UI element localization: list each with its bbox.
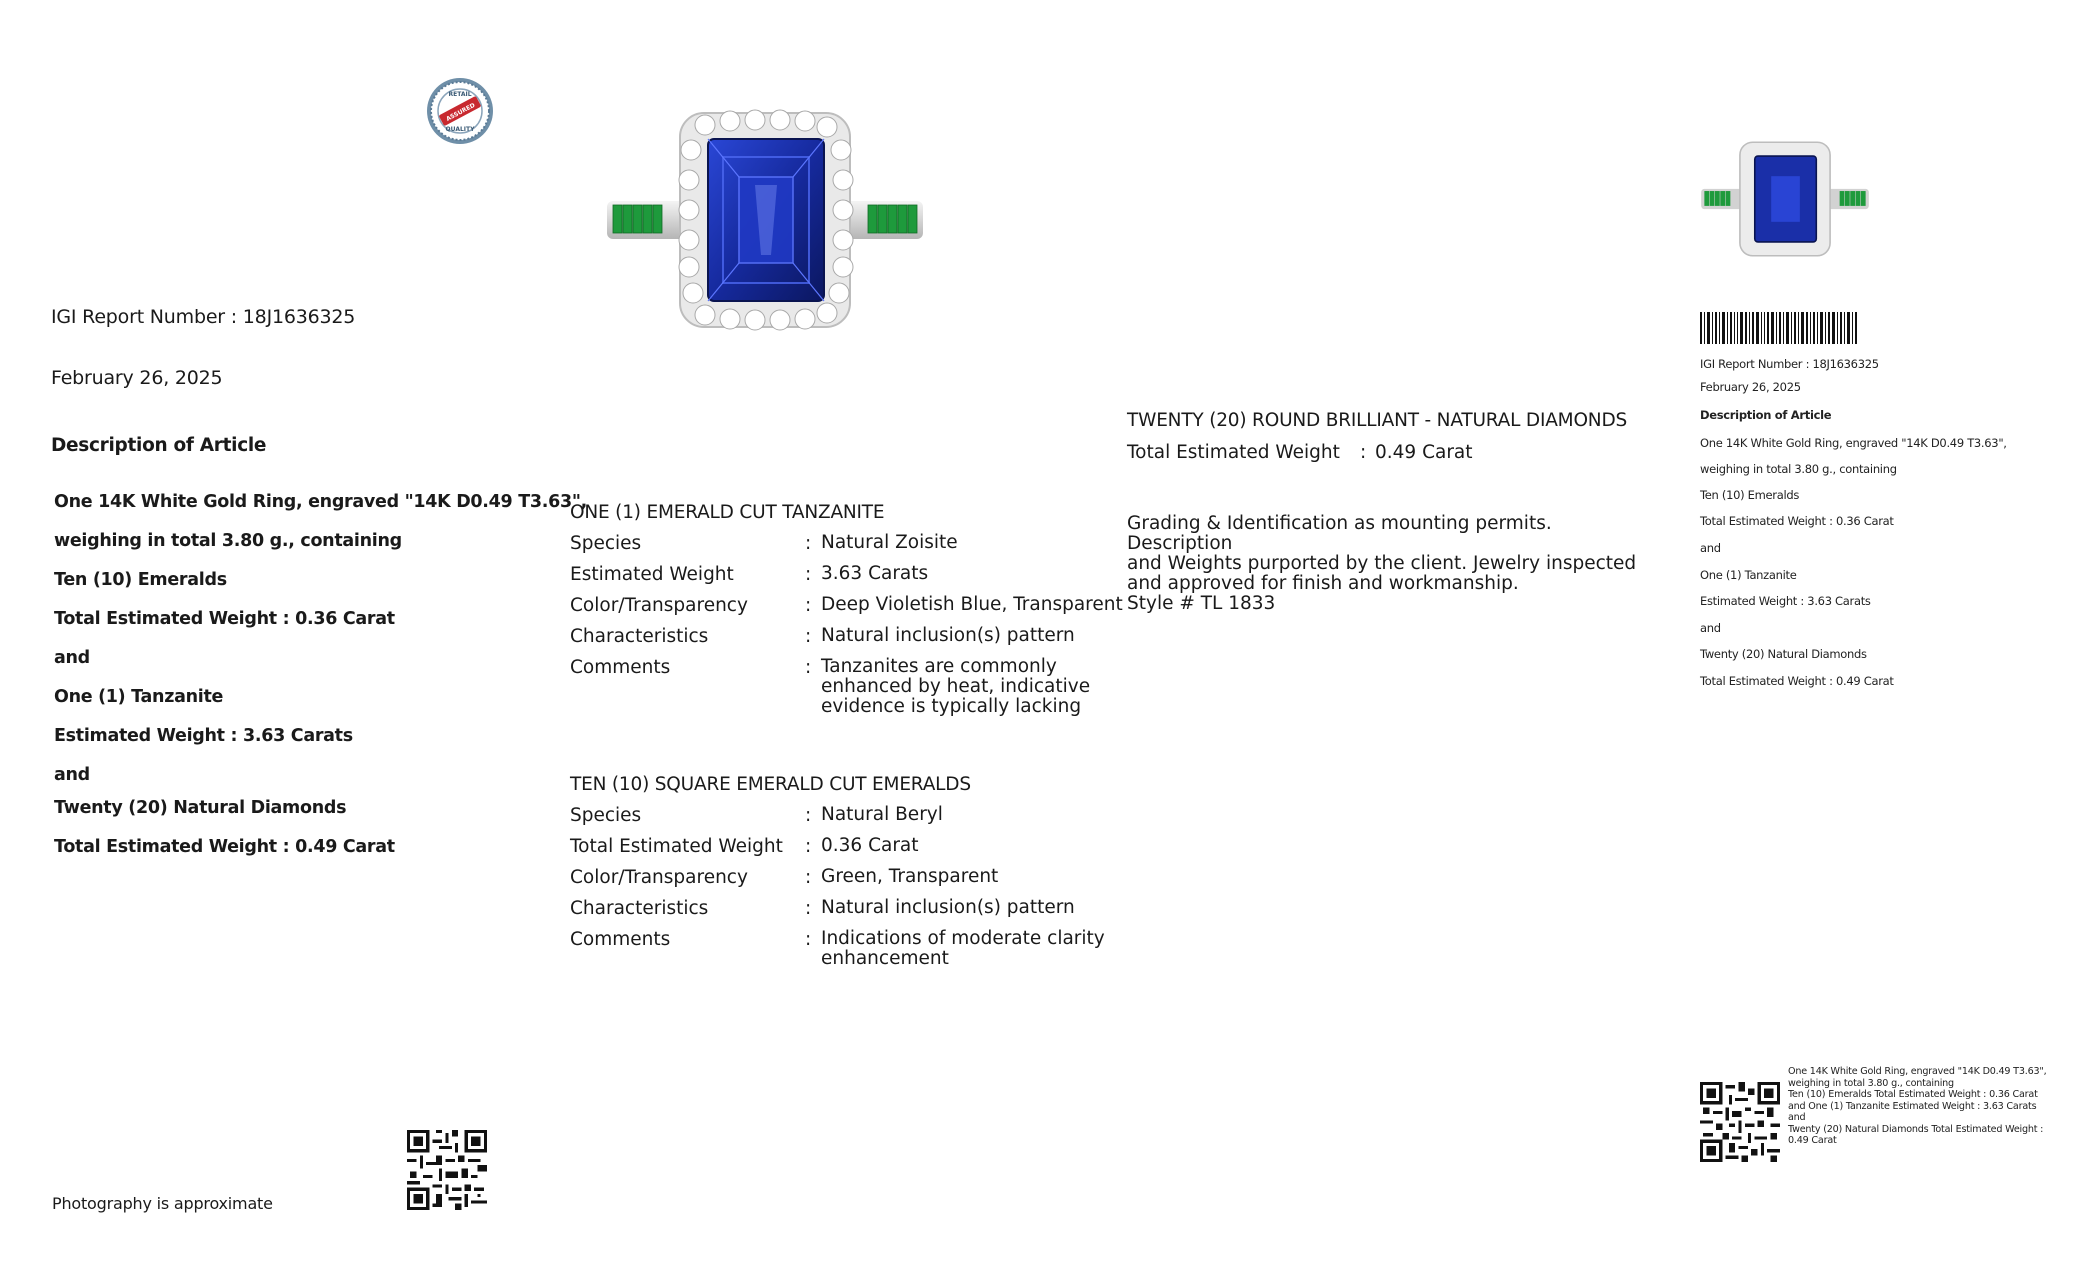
summary-line: weighing in total 3.80 g., containing <box>1700 462 1897 476</box>
row-colon: : <box>805 564 812 585</box>
summary-line: Total Estimated Weight : 0.49 Carat <box>1700 674 1894 688</box>
row-key: Characteristics <box>570 626 709 647</box>
notes-line: Grading & Identification as mounting permits. Description <box>1127 513 1552 554</box>
row-value: Tanzanites are commonly enhanced by heat, indicative evidence is typically lacking <box>821 656 1091 717</box>
summary-line: One 14K White Gold Ring, engraved "14K D0.49 T3.63", <box>1700 436 2007 450</box>
tanzanite-table <box>570 533 1130 733</box>
summary-line: Estimated Weight : 3.63 Carats <box>1700 594 1871 608</box>
row-colon: : <box>805 595 812 616</box>
row-value: Indications of moderate clarity enhancement <box>821 928 1105 969</box>
emeralds-title: TEN (10) SQUARE EMERALD CUT EMERALDS <box>570 774 971 795</box>
caption-line: and One (1) Tanzanite Estimated Weight : 3.63 Carats <box>1788 1100 2037 1112</box>
row-key: Characteristics <box>570 898 709 919</box>
ring-thumbnail <box>1700 138 1870 260</box>
row-value: Natural Zoisite <box>821 532 958 553</box>
caption-line: One 14K White Gold Ring, engraved "14K D0.49 T3.63", <box>1788 1066 2047 1077</box>
description-line: and <box>54 648 90 668</box>
notes-line: and Weights purported by the client. Jewelry inspected <box>1127 553 1637 574</box>
description-line: Estimated Weight : 3.63 Carats <box>54 726 353 746</box>
summary-line: and <box>1700 621 1721 635</box>
description-line: Total Estimated Weight : 0.36 Carat <box>54 609 395 629</box>
row-value: Natural Beryl <box>821 804 943 825</box>
diamonds-weight-row <box>1127 442 1527 466</box>
description-line: Ten (10) Emeralds <box>54 570 227 590</box>
summary-description-heading: Description of Article <box>1700 408 1832 422</box>
caption-line: Twenty (20) Natural Diamonds Total Estimated Weight : <box>1788 1123 2044 1135</box>
row-colon: : <box>805 929 812 950</box>
tanzanite-title: ONE (1) EMERALD CUT TANZANITE <box>570 502 885 523</box>
row-key: Estimated Weight <box>570 564 734 585</box>
notes-line: and approved for finish and workmanship. <box>1127 573 1519 594</box>
row-colon: : <box>805 867 812 888</box>
row-colon: : <box>1360 442 1367 463</box>
row-key: Total Estimated Weight <box>1127 442 1340 463</box>
row-colon: : <box>805 836 812 857</box>
emeralds-table <box>570 805 1130 985</box>
row-key: Comments <box>570 929 671 950</box>
ring-photo <box>605 105 925 335</box>
barcode <box>1700 312 1860 344</box>
description-line: Total Estimated Weight : 0.49 Carat <box>54 837 395 857</box>
style-number: Style # TL 1833 <box>1127 593 1276 614</box>
row-colon: : <box>805 805 812 826</box>
row-value: Deep Violetish Blue, Transparent <box>821 594 1123 615</box>
row-value: Natural inclusion(s) pattern <box>821 625 1075 646</box>
report-date: February 26, 2025 <box>51 367 223 389</box>
photo-disclaimer: Photography is approximate <box>52 1194 273 1213</box>
quality-seal <box>425 76 495 146</box>
row-key: Comments <box>570 657 671 678</box>
row-value: 0.36 Carat <box>821 835 919 856</box>
svg-text:ASSURED: ASSURED <box>445 101 477 123</box>
row-colon: : <box>805 626 812 647</box>
qr-code-left[interactable] <box>407 1130 487 1210</box>
row-key: Species <box>570 805 642 826</box>
row-key: Species <box>570 533 642 554</box>
row-value: 0.49 Carat <box>1375 442 1473 463</box>
description-line: weighing in total 3.80 g., containing <box>54 531 402 551</box>
description-line: Twenty (20) Natural Diamonds <box>54 798 347 818</box>
diamonds-title: TWENTY (20) ROUND BRILLIANT - NATURAL DIAMONDS <box>1127 410 1628 431</box>
description-line: One (1) Tanzanite <box>54 687 224 707</box>
summary-report-number: IGI Report Number : 18J1636325 <box>1700 357 1879 371</box>
row-key: Total Estimated Weight <box>570 836 783 857</box>
summary-line: Ten (10) Emeralds <box>1700 488 1800 502</box>
summary-line: and <box>1700 541 1721 555</box>
grading-notes <box>1127 514 1637 614</box>
summary-qr-caption <box>1788 1066 2068 1147</box>
caption-line: Ten (10) Emeralds Total Estimated Weight : 0.36 Carat <box>1788 1089 2038 1100</box>
description-line: and <box>54 765 90 785</box>
report-number: IGI Report Number : 18J1636325 <box>51 306 356 328</box>
caption-line: weighing in total 3.80 g., containing <box>1788 1077 1954 1089</box>
caption-line: 0.49 Carat <box>1788 1135 1837 1146</box>
summary-date: February 26, 2025 <box>1700 380 1801 394</box>
row-colon: : <box>805 533 812 554</box>
row-colon: : <box>805 657 812 678</box>
summary-line: Twenty (20) Natural Diamonds <box>1700 647 1867 661</box>
summary-line: Total Estimated Weight : 0.36 Carat <box>1700 514 1894 528</box>
svg-text:RETAIL: RETAIL <box>448 91 472 98</box>
summary-line: One (1) Tanzanite <box>1700 568 1797 582</box>
row-key: Color/Transparency <box>570 595 748 616</box>
caption-line: and <box>1788 1112 1806 1123</box>
qr-code-right[interactable] <box>1700 1082 1780 1162</box>
row-value: Natural inclusion(s) pattern <box>821 897 1075 918</box>
row-value: 3.63 Carats <box>821 563 929 584</box>
row-colon: : <box>805 898 812 919</box>
description-heading: Description of Article <box>51 435 267 456</box>
row-key: Color/Transparency <box>570 867 748 888</box>
svg-text:QUALITY: QUALITY <box>445 126 475 133</box>
row-value: Green, Transparent <box>821 866 999 887</box>
description-line: One 14K White Gold Ring, engraved "14K D0.49 T3.63", <box>54 492 587 512</box>
